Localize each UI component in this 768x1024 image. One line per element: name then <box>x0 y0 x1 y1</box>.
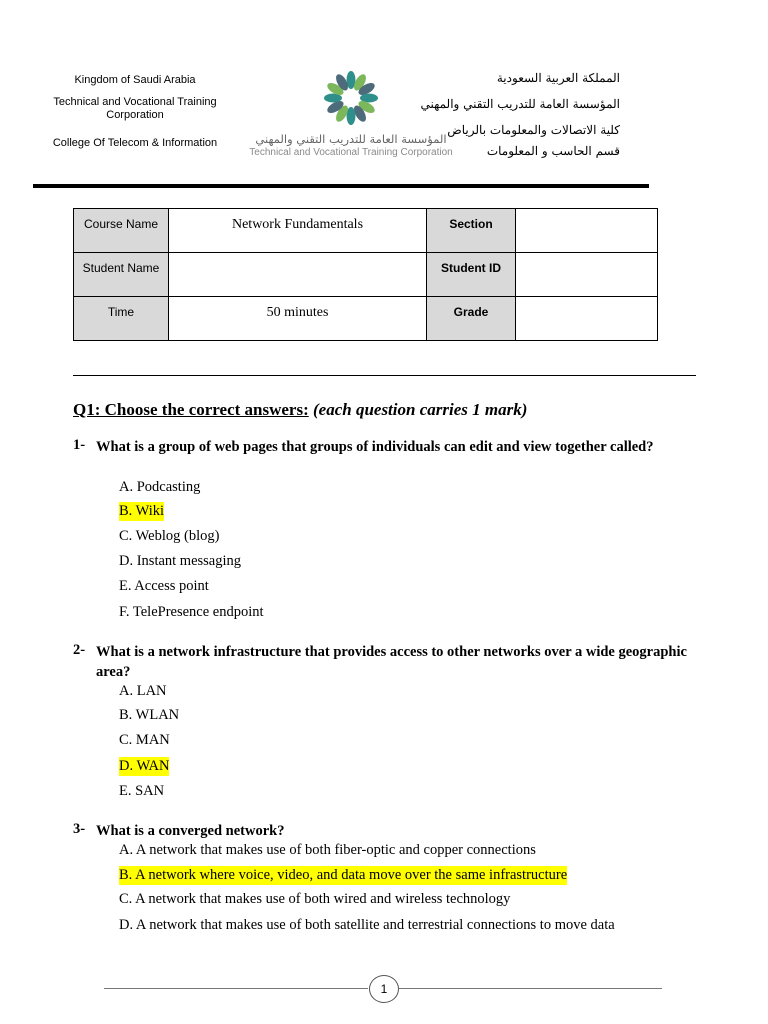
table-row <box>74 297 658 341</box>
section-label: Section <box>427 209 516 253</box>
option-a[interactable]: A. Podcasting <box>119 479 201 495</box>
question-text: What is a converged network? <box>96 823 285 839</box>
kingdom-text: Kingdom of Saudi Arabia <box>74 74 196 86</box>
kingdom-arabic-text: المملكة العربية السعودية <box>496 71 620 85</box>
option-b[interactable]: B. WLAN <box>119 707 180 723</box>
grade-label: Grade <box>427 297 516 341</box>
student-name-label: Student Name <box>74 253 169 297</box>
option-c[interactable]: C. A network that makes use of both wired and wireless technology <box>119 891 511 907</box>
q1-mark-note: (each question carries 1 mark) <box>312 400 528 419</box>
option-d[interactable]: D. A network that makes use of both satellite and terrestrial connections to move data <box>119 917 615 933</box>
option-a[interactable]: A. LAN <box>119 683 167 699</box>
student-id-label: Student ID <box>427 253 516 297</box>
logo-english-text: Technical and Vocational Training Corporation <box>249 147 453 158</box>
college-arabic-text: كلية الاتصالات والمعلومات بالرياض <box>447 123 620 137</box>
option-b-correct[interactable]: B. Wiki <box>119 503 165 519</box>
course-name-value[interactable]: Network Fundamentals <box>169 209 427 253</box>
department-arabic-text: قسم الحاسب و المعلومات <box>486 144 620 158</box>
question-text: What is a group of web pages that groups of individuals can edit and view together called? <box>96 439 654 455</box>
option-c[interactable]: C. Weblog (blog) <box>119 528 220 544</box>
footer-line-right <box>399 988 662 989</box>
college-text: College Of Telecom & Information <box>52 137 218 149</box>
student-name-value[interactable] <box>169 253 427 297</box>
table-row <box>74 253 658 297</box>
table-row <box>74 209 658 253</box>
footer-line-left <box>104 988 368 989</box>
logo-arabic-text: المؤسسة العامة للتدريب التقني والمهني <box>255 132 447 146</box>
course-name-label: Course Name <box>74 209 169 253</box>
tvtc-emblem-icon <box>321 68 381 128</box>
header-left <box>40 74 230 150</box>
question-number: 2- <box>73 642 86 658</box>
option-e[interactable]: E. SAN <box>119 783 165 799</box>
page-number: 1 <box>369 975 399 1003</box>
option-b-correct[interactable]: B. A network where voice, video, and data move over the same infrastructure <box>119 867 568 883</box>
tvtc-logo <box>240 68 462 160</box>
corporation-text: Technical and Vocational Training Corporation <box>53 96 217 121</box>
option-d[interactable]: D. Instant messaging <box>119 553 242 569</box>
question-text: What is a network infrastructure that provides access to other networks over a wide geographic area? <box>96 644 687 680</box>
corporation-arabic-text: المؤسسة العامة للتدريب التقني والمهني <box>420 97 620 111</box>
option-e[interactable]: E. Access point <box>119 578 209 594</box>
q1-heading: Q1: Choose the correct answers: <box>73 400 309 419</box>
option-d-correct[interactable]: D. WAN <box>119 758 170 774</box>
option-c[interactable]: C. MAN <box>119 732 170 748</box>
student-info-table <box>73 208 658 341</box>
time-value: 50 minutes <box>169 297 427 341</box>
section-divider <box>73 375 696 376</box>
section-value[interactable] <box>516 209 658 253</box>
q1-title <box>73 400 527 420</box>
grade-value[interactable] <box>516 297 658 341</box>
header-divider <box>33 184 649 188</box>
question-number: 3- <box>73 821 86 837</box>
header-right <box>420 70 620 159</box>
option-f[interactable]: F. TelePresence endpoint <box>119 604 264 620</box>
option-a[interactable]: A. A network that makes use of both fiber-optic and copper connections <box>119 842 536 858</box>
question-number: 1- <box>73 437 86 453</box>
time-label: Time <box>74 297 169 341</box>
student-id-value[interactable] <box>516 253 658 297</box>
